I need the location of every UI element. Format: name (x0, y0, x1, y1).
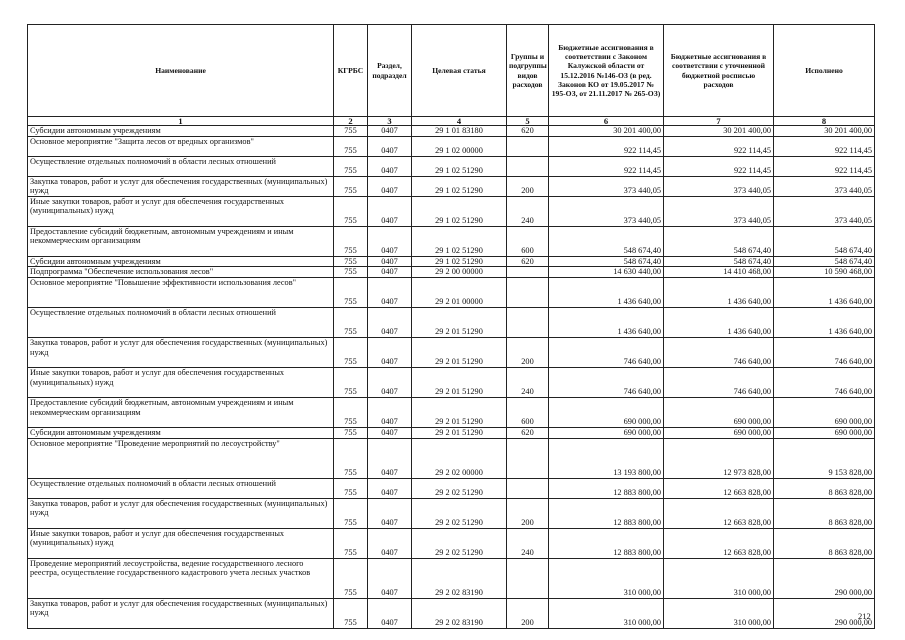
row-kgrbs: 755 (334, 196, 368, 226)
row-kgrbs: 755 (334, 226, 368, 256)
row-name: Субсидии автономным учреждениям (28, 126, 334, 137)
row-group (507, 277, 549, 307)
row-section: 0407 (368, 438, 412, 478)
row-refined-amount: 922 114,45 (664, 156, 774, 176)
row-law-amount: 690 000,00 (549, 397, 664, 427)
row-refined-amount: 690 000,00 (664, 427, 774, 438)
row-section: 0407 (368, 367, 412, 397)
row-section: 0407 (368, 498, 412, 528)
row-name: Основное мероприятие "Повышение эффективности использования лесов" (28, 277, 334, 307)
row-kgrbs: 755 (334, 478, 368, 498)
row-name: Иные закупки товаров, работ и услуг для обеспечения государственных (муниципальных) нужд (28, 528, 334, 558)
row-law-amount: 30 201 400,00 (549, 126, 664, 137)
row-section: 0407 (368, 256, 412, 267)
header-refined: Бюджетные ассигнования в соответствии с уточненной бюджетной росписью расходов (664, 25, 774, 117)
row-executed-amount: 8 863 828,00 (774, 478, 875, 498)
row-refined-amount: 14 410 468,00 (664, 267, 774, 278)
row-group: 600 (507, 397, 549, 427)
header-executed: Исполнено (774, 25, 875, 117)
row-group: 200 (507, 498, 549, 528)
row-name: Иные закупки товаров, работ и услуг для обеспечения государственных (муниципальных) нужд (28, 367, 334, 397)
budget-table (27, 24, 875, 629)
row-group: 600 (507, 226, 549, 256)
row-section: 0407 (368, 307, 412, 337)
row-name: Основное мероприятие "Проведение мероприятий по лесоустройству" (28, 438, 334, 478)
row-group (507, 267, 549, 278)
table-row (28, 226, 875, 256)
row-target: 29 2 02 83190 (412, 558, 507, 598)
header-section: Раздел, подраздел (368, 25, 412, 117)
row-law-amount: 548 674,40 (549, 226, 664, 256)
row-kgrbs: 755 (334, 427, 368, 438)
row-executed-amount: 8 863 828,00 (774, 498, 875, 528)
row-kgrbs: 755 (334, 558, 368, 598)
row-group: 200 (507, 337, 549, 367)
row-target: 29 2 01 00000 (412, 277, 507, 307)
row-kgrbs: 755 (334, 598, 368, 628)
row-section: 0407 (368, 126, 412, 137)
row-executed-amount: 1 436 640,00 (774, 307, 875, 337)
row-name: Проведение мероприятий лесоустройства, ведение государственного лесного реестра, осуществление государственного кадастрового учета лесных участков (28, 558, 334, 598)
row-refined-amount: 12 973 828,00 (664, 438, 774, 478)
row-target: 29 1 02 00000 (412, 136, 507, 156)
row-executed-amount: 746 640,00 (774, 367, 875, 397)
table-row (28, 598, 875, 628)
row-group (507, 438, 549, 478)
row-kgrbs: 755 (334, 528, 368, 558)
row-refined-amount: 30 201 400,00 (664, 126, 774, 137)
row-group (507, 156, 549, 176)
row-group: 620 (507, 256, 549, 267)
row-group (507, 478, 549, 498)
row-law-amount: 310 000,00 (549, 558, 664, 598)
table-row (28, 337, 875, 367)
table-row (28, 156, 875, 176)
row-section: 0407 (368, 427, 412, 438)
row-kgrbs: 755 (334, 438, 368, 478)
row-executed-amount: 690 000,00 (774, 427, 875, 438)
row-kgrbs: 755 (334, 397, 368, 427)
row-refined-amount: 548 674,40 (664, 256, 774, 267)
row-kgrbs: 755 (334, 126, 368, 137)
row-kgrbs: 755 (334, 176, 368, 196)
row-section: 0407 (368, 156, 412, 176)
row-law-amount: 13 193 800,00 (549, 438, 664, 478)
row-target: 29 2 02 83190 (412, 598, 507, 628)
row-target: 29 2 02 51290 (412, 478, 507, 498)
table-row (28, 307, 875, 337)
row-section: 0407 (368, 397, 412, 427)
table-row (28, 126, 875, 137)
row-section: 0407 (368, 226, 412, 256)
row-kgrbs: 755 (334, 156, 368, 176)
column-number: 2 (334, 117, 368, 126)
table-row (28, 498, 875, 528)
column-number: 7 (664, 117, 774, 126)
row-target: 29 1 02 51290 (412, 256, 507, 267)
row-kgrbs: 755 (334, 367, 368, 397)
row-refined-amount: 922 114,45 (664, 136, 774, 156)
row-law-amount: 12 883 800,00 (549, 498, 664, 528)
row-name: Закупка товаров, работ и услуг для обеспечения государственных (муниципальных) нужд (28, 598, 334, 628)
table-row (28, 478, 875, 498)
table-row (28, 367, 875, 397)
row-law-amount: 373 440,05 (549, 196, 664, 226)
row-name: Закупка товаров, работ и услуг для обеспечения государственных (муниципальных) нужд (28, 498, 334, 528)
row-executed-amount: 373 440,05 (774, 176, 875, 196)
header-kgrbs: КГРБС (334, 25, 368, 117)
row-law-amount: 1 436 640,00 (549, 307, 664, 337)
row-executed-amount: 548 674,40 (774, 226, 875, 256)
row-target: 29 1 02 51290 (412, 156, 507, 176)
row-refined-amount: 373 440,05 (664, 176, 774, 196)
row-refined-amount: 746 640,00 (664, 367, 774, 397)
row-name: Осуществление отдельных полномочий в области лесных отношений (28, 307, 334, 337)
row-group: 200 (507, 598, 549, 628)
row-kgrbs: 755 (334, 136, 368, 156)
row-name: Осуществление отдельных полномочий в области лесных отношений (28, 156, 334, 176)
row-kgrbs: 755 (334, 307, 368, 337)
table-row (28, 136, 875, 156)
row-section: 0407 (368, 528, 412, 558)
row-refined-amount: 548 674,40 (664, 226, 774, 256)
row-name: Субсидии автономным учреждениям (28, 427, 334, 438)
column-number-row (28, 117, 875, 126)
row-executed-amount: 1 436 640,00 (774, 277, 875, 307)
row-refined-amount: 310 000,00 (664, 598, 774, 628)
row-section: 0407 (368, 277, 412, 307)
row-section: 0407 (368, 267, 412, 278)
page-number: 212 (858, 611, 871, 621)
row-target: 29 1 01 83180 (412, 126, 507, 137)
table-row (28, 558, 875, 598)
row-name: Предоставление субсидий бюджетным, автономным учреждениям и иным некоммерческим организациям (28, 226, 334, 256)
column-number: 8 (774, 117, 875, 126)
row-law-amount: 1 436 640,00 (549, 277, 664, 307)
row-refined-amount: 12 663 828,00 (664, 478, 774, 498)
row-name: Предоставление субсидий бюджетным, автономным учреждениям и иным некоммерческим организациям (28, 397, 334, 427)
row-executed-amount: 373 440,05 (774, 196, 875, 226)
row-executed-amount: 9 153 828,00 (774, 438, 875, 478)
row-group: 200 (507, 176, 549, 196)
table-row (28, 427, 875, 438)
row-group: 240 (507, 528, 549, 558)
row-law-amount: 746 640,00 (549, 367, 664, 397)
row-section: 0407 (368, 136, 412, 156)
table-row (28, 397, 875, 427)
row-law-amount: 922 114,45 (549, 136, 664, 156)
row-target: 29 2 01 51290 (412, 307, 507, 337)
row-group (507, 136, 549, 156)
row-section: 0407 (368, 558, 412, 598)
table-row (28, 277, 875, 307)
row-target: 29 1 02 51290 (412, 226, 507, 256)
row-section: 0407 (368, 196, 412, 226)
row-kgrbs: 755 (334, 277, 368, 307)
row-law-amount: 690 000,00 (549, 427, 664, 438)
table-row (28, 196, 875, 226)
row-target: 29 2 02 00000 (412, 438, 507, 478)
row-target: 29 1 02 51290 (412, 196, 507, 226)
row-law-amount: 373 440,05 (549, 176, 664, 196)
row-group (507, 307, 549, 337)
row-executed-amount: 922 114,45 (774, 136, 875, 156)
row-target: 29 2 02 51290 (412, 528, 507, 558)
row-section: 0407 (368, 176, 412, 196)
row-law-amount: 548 674,40 (549, 256, 664, 267)
row-executed-amount: 8 863 828,00 (774, 528, 875, 558)
row-law-amount: 746 640,00 (549, 337, 664, 367)
row-refined-amount: 746 640,00 (664, 337, 774, 367)
row-target: 29 2 02 51290 (412, 498, 507, 528)
row-name: Основное мероприятие "Защита лесов от вредных организмов" (28, 136, 334, 156)
row-law-amount: 12 883 800,00 (549, 528, 664, 558)
table-row (28, 528, 875, 558)
row-target: 29 2 01 51290 (412, 367, 507, 397)
row-law-amount: 12 883 800,00 (549, 478, 664, 498)
row-executed-amount: 290 000,00 (774, 598, 875, 628)
column-number: 1 (28, 117, 334, 126)
header-law: Бюджетные ассигнования в соответствии с Законом Калужской области от 15.12.2016 №146-ОЗ (в ред. Законов КО от 19.05.2017 № 195-ОЗ, от 21.11.2017 № 265-ОЗ) (549, 25, 664, 117)
table-row (28, 256, 875, 267)
header-name: Наименование (28, 25, 334, 117)
row-name: Осуществление отдельных полномочий в области лесных отношений (28, 478, 334, 498)
row-group: 240 (507, 196, 549, 226)
row-law-amount: 922 114,45 (549, 156, 664, 176)
row-name: Иные закупки товаров, работ и услуг для обеспечения государственных (муниципальных) нужд (28, 196, 334, 226)
row-executed-amount: 290 000,00 (774, 558, 875, 598)
row-target: 29 2 01 51290 (412, 337, 507, 367)
row-refined-amount: 12 663 828,00 (664, 528, 774, 558)
column-number: 5 (507, 117, 549, 126)
row-name: Субсидии автономным учреждениям (28, 256, 334, 267)
row-executed-amount: 10 590 468,00 (774, 267, 875, 278)
header-row (28, 25, 875, 117)
row-group: 620 (507, 126, 549, 137)
row-refined-amount: 310 000,00 (664, 558, 774, 598)
header-target: Целевая статья (412, 25, 507, 117)
row-kgrbs: 755 (334, 498, 368, 528)
row-refined-amount: 1 436 640,00 (664, 307, 774, 337)
row-law-amount: 310 000,00 (549, 598, 664, 628)
row-section: 0407 (368, 598, 412, 628)
row-target: 29 1 02 51290 (412, 176, 507, 196)
table-row (28, 176, 875, 196)
row-name: Закупка товаров, работ и услуг для обеспечения государственных (муниципальных) нужд (28, 337, 334, 367)
row-section: 0407 (368, 478, 412, 498)
header-group: Группы и подгруппы видов расходов (507, 25, 549, 117)
row-law-amount: 14 630 440,00 (549, 267, 664, 278)
row-target: 29 2 01 51290 (412, 397, 507, 427)
column-number: 4 (412, 117, 507, 126)
row-refined-amount: 1 436 640,00 (664, 277, 774, 307)
row-executed-amount: 922 114,45 (774, 156, 875, 176)
row-target: 29 2 00 00000 (412, 267, 507, 278)
row-section: 0407 (368, 337, 412, 367)
row-executed-amount: 690 000,00 (774, 397, 875, 427)
column-number: 6 (549, 117, 664, 126)
row-target: 29 2 01 51290 (412, 427, 507, 438)
row-executed-amount: 548 674,40 (774, 256, 875, 267)
row-executed-amount: 30 201 400,00 (774, 126, 875, 137)
row-group: 620 (507, 427, 549, 438)
row-name: Закупка товаров, работ и услуг для обеспечения государственных (муниципальных) нужд (28, 176, 334, 196)
column-number: 3 (368, 117, 412, 126)
row-kgrbs: 755 (334, 267, 368, 278)
row-kgrbs: 755 (334, 256, 368, 267)
row-refined-amount: 12 663 828,00 (664, 498, 774, 528)
table-row (28, 438, 875, 478)
row-kgrbs: 755 (334, 337, 368, 367)
row-name: Подпрограмма "Обеспечение использования лесов" (28, 267, 334, 278)
row-refined-amount: 373 440,05 (664, 196, 774, 226)
row-refined-amount: 690 000,00 (664, 397, 774, 427)
row-group (507, 558, 549, 598)
row-group: 240 (507, 367, 549, 397)
row-executed-amount: 746 640,00 (774, 337, 875, 367)
table-row (28, 267, 875, 278)
